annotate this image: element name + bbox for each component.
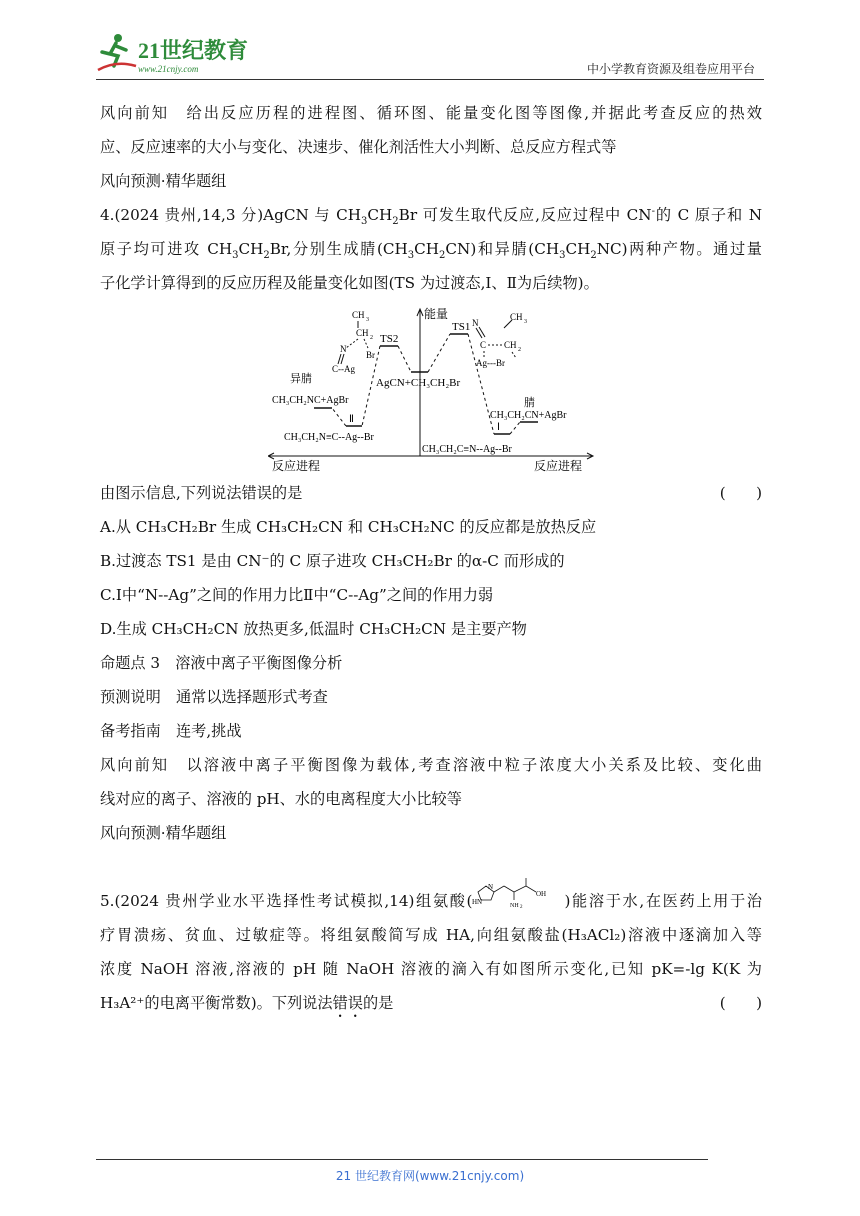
isonitrile-label: 异腈 <box>290 373 312 385</box>
energy-profile-figure <box>268 304 598 476</box>
topic-heading: 命题点 3 溶液中离子平衡图像分析 <box>100 654 343 672</box>
I-label: Ⅰ <box>497 422 500 433</box>
ts2-structure <box>332 310 375 374</box>
prediction-note: 预测说明 通常以选择题形式考查 <box>100 688 328 706</box>
question4-line1: 4.(2024 贵州,14,3 分)AgCN 与 $CH_3CH_2Br$ 可发生取代反应,反应过程中 CN-的 C 原子和 N <box>100 205 762 228</box>
svg-text:CH: CH <box>356 328 369 338</box>
logo-url: www.21cnjy.com <box>138 64 199 74</box>
answer-blank: ( ) <box>719 484 762 502</box>
svg-text:NH: NH <box>510 903 520 908</box>
svg-text:CH: CH <box>510 312 523 322</box>
question4-stem: 由图示信息,下列说法错误的是 ( ) <box>100 476 762 510</box>
svg-text:2: 2 <box>518 347 521 353</box>
svg-text:2: 2 <box>370 335 373 341</box>
question4-line2: 原子均可进攻 $CH_3CH_2Br$,分别生成腈$(CH_3CH_2CN)$和异腈$(CH_3CH_2NC)$两种产物。通过量 <box>100 240 762 262</box>
svg-text:3: 3 <box>366 317 369 323</box>
section-heading: 风向预测·精华题组 <box>100 172 227 190</box>
svg-text:Ag---Br: Ag---Br <box>476 358 505 368</box>
energy-label: 能量 <box>424 307 449 321</box>
site-logo <box>96 30 266 80</box>
question4-line3: 子化学计算得到的反应历程及能量变化如图(TS 为过渡态,Ⅰ、Ⅱ为后续物)。 <box>100 274 599 292</box>
platform-name: 中小学教育资源及组卷应用平台 <box>586 62 755 76</box>
right-axis-label: 反应进程 <box>534 459 583 473</box>
option-d: D.生成 CH₃CH₂CN 放热更多,低温时 CH₃CH₂CN 是主要产物 <box>100 620 527 638</box>
logo-text: 21世纪教育 <box>138 38 249 63</box>
trend-intro2-line2: 线对应的离子、溶液的 pH、水的电离程度大小比较等 <box>100 790 462 808</box>
trend-intro2-line1: 风向前知 以溶液中离子平衡图像为载体,考查溶液中粒子浓度大小关系及比较、变化曲 <box>100 756 762 774</box>
footer-divider <box>96 1159 708 1160</box>
ts1-structure <box>472 312 527 368</box>
svg-text:CH: CH <box>504 340 517 350</box>
question5-line2: 疗胃溃疡、贫血、过敏症等。将组氨酸简写成 HA,向组氨酸盐(H₃ACl₂)溶液中逐滴加入等 <box>100 926 762 944</box>
ts2-label: TS2 <box>380 333 399 345</box>
svg-text:CH: CH <box>352 310 365 320</box>
svg-text:N: N <box>472 318 479 328</box>
answer-blank-q5: ( ) <box>719 994 762 1012</box>
exam-guide: 备考指南 连考,挑战 <box>100 722 242 740</box>
ts1-label: TS1 <box>452 321 471 333</box>
svg-text:3: 3 <box>524 319 527 325</box>
svg-text:C--Ag: C--Ag <box>332 364 355 374</box>
svg-text:2: 2 <box>520 905 523 908</box>
section-heading2: 风向预测·精华题组 <box>100 824 227 842</box>
nitrile-product: CH₃CH₂CN+AgBr <box>490 410 567 421</box>
question5-line4: H₃A²⁺的电离平衡常数)。下列说法错误的是 ( ) <box>100 986 762 1021</box>
svg-text:N: N <box>488 883 494 891</box>
II-label: Ⅱ <box>349 414 354 425</box>
option-b: B.过渡态 TS1 是由 CN⁻的 C 原子进攻 CH₃CH₂Br 的α-C 而形成的 <box>100 552 565 570</box>
header-divider <box>96 79 764 80</box>
footer-text[interactable]: 21 世纪教育网(www.21cnjy.com) <box>335 1169 525 1183</box>
trend-intro-line1: 风向前知 给出反应历程的进程图、循环图、能量变化图等图像,并据此考查反应的热效 <box>100 104 762 122</box>
svg-text:Br: Br <box>366 350 375 360</box>
trend-intro-line2: 应、反应速率的大小与变化、决速步、催化剂活性大小判断、总反应方程式等 <box>100 138 617 156</box>
nitrile-label: 腈 <box>524 397 535 409</box>
svg-text:OH: OH <box>536 890 547 898</box>
left-axis-label: 反应进程 <box>272 459 321 473</box>
option-a: A.从 CH₃CH₂Br 生成 CH₃CH₂CN 和 CH₃CH₂NC 的反应都是放热反应 <box>100 518 597 536</box>
isonitrile-product: CH₃CH₂NC+AgBr <box>272 395 349 406</box>
histidine-structure <box>472 878 564 908</box>
question5-line1: 5.(2024 贵州学业水平选择性考试模拟,14)组氨酸( N HN NH 2 OH )能溶于水,在医药上用于治 <box>100 884 762 918</box>
svg-text:C: C <box>480 340 487 350</box>
reactant-label: AgCN+CH₃CH₂Br <box>376 377 461 389</box>
svg-text:HN: HN <box>472 898 483 906</box>
option-c: C.Ⅰ中“N--Ag”之间的作用力比Ⅱ中“C--Ag”之间的作用力弱 <box>100 586 494 604</box>
page-header <box>0 0 860 85</box>
question5-line3: 浓度 NaOH 溶液,溶液的 pH 随 NaOH 溶液的滴入有如图所示变化,已知 pK=-lg K(K 为 <box>100 960 762 978</box>
svg-text:N: N <box>340 344 347 354</box>
II-structure: CH₃CH₂N≡C--Ag--Br <box>284 432 374 443</box>
emphasis-text: 错误 <box>332 994 363 1012</box>
page-content <box>100 96 762 1021</box>
runner-icon <box>98 34 136 70</box>
I-structure: CH₃CH₂C≡N--Ag--Br <box>422 444 512 455</box>
